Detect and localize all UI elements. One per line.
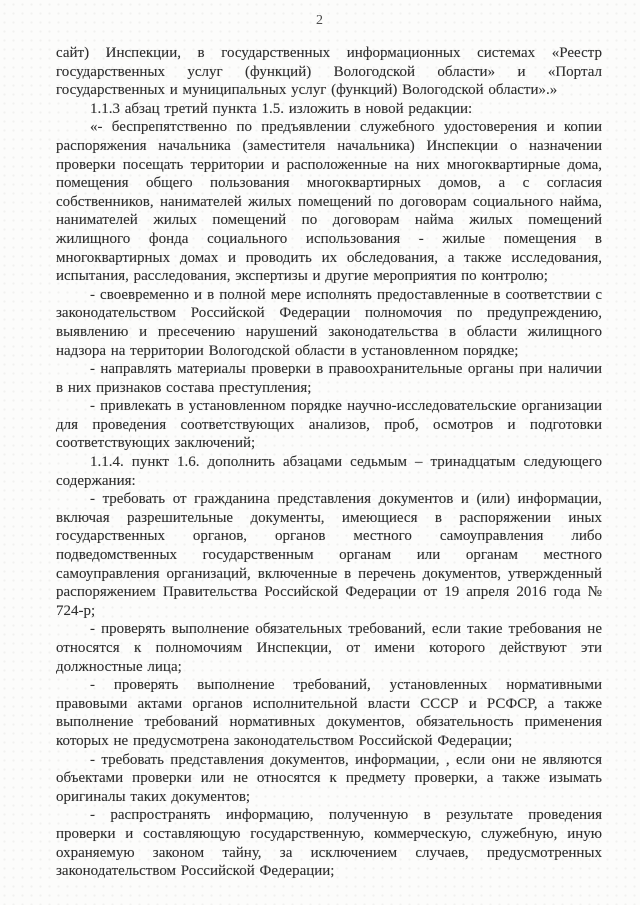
paragraph: - привлекать в установленном порядке научно-исследовательские организации для проведения соответствующих анализов, проб, осмотров и подготовки соответствующих заключений;	[56, 398, 602, 452]
page-number: 2	[316, 13, 324, 28]
paragraph: - требовать от гражданина представления документов и (или) информации, включая разрешительные документы, имеющиеся в распоряжении иных государственных органов, органов местного самоуправления либо подведомственных государственным органам или органам местного самоуправления организаций, включенные в перечень документов, утвержденный распоряжением Правительства Российской Федерации от 19 апреля 2016 года № 724-р;	[56, 491, 602, 619]
paragraph: 1.1.3 абзац третий пункта 1.5. изложить в новой редакции:	[90, 100, 473, 117]
paragraph: «- беспрепятственно по предъявлении служебного удостоверения и копии распоряжения начальника (заместителя начальника) Инспекции о назначении проверки посещать территории и расположенные на них многоквартирные дома, помещения общего пользования многоквартирных домов, а с согласия собственников, нанимателей жилых помещений по договорам социального найма, нанимателей жилых помещений по договорам найма жилых помещений жилищного фонда социального использования - жилые помещения в многоквартирных домах и проводить их обследования, а также исследования, испытания, расследования, экспертизы и другие мероприятия по контролю;	[56, 119, 602, 285]
paragraph: - своевременно и в полной мере исполнять предоставленные в соответствии с законодательством Российской Федерации полномочия по предупреждению, выявлению и пресечению нарушений законодательства в области жилищного надзора на территории Вологодской области в установленном порядке;	[56, 286, 602, 359]
paragraph: - требовать представления документов, информации, , если они не являются объектами проверки или не относятся к предмету проверки, а также изымать оригиналы таких документов;	[56, 751, 602, 805]
paragraph: - проверять выполнение требований, установленных нормативными правовыми актами органов исполнительной власти СССР и РСФСР, а также выполнение требований нормативных документов, обязательность применения которых не предусмотрена законодательством Российской Федерации;	[56, 677, 602, 749]
paragraph: - проверять выполнение обязательных требований, если такие требования не относятся к полномочиям Инспекции, от имени которого действуют эти должностные лица;	[56, 621, 602, 675]
paragraph: - направлять материалы проверки в правоохранительные органы при наличии в них признаков состава преступления;	[56, 361, 602, 396]
document-body	[56, 44, 602, 881]
paragraph: сайт) Инспекции, в государственных информационных системах «Реестр государственных услуг (функций) Вологодской области» и «Портал государственных и муниципальных услуг (функций) Вологодской области».»	[56, 45, 602, 99]
paragraph: - распространять информацию, полученную в результате проведения проверки и составляющую государственную, коммерческую, служебную, иную охраняемую законом тайну, за исключением случаев, предусмотренных законодательством Российской Федерации;	[56, 807, 602, 880]
paragraph: 1.1.4. пункт 1.6. дополнить абзацами седьмым – тринадцатым следующего содержания:	[56, 454, 602, 489]
